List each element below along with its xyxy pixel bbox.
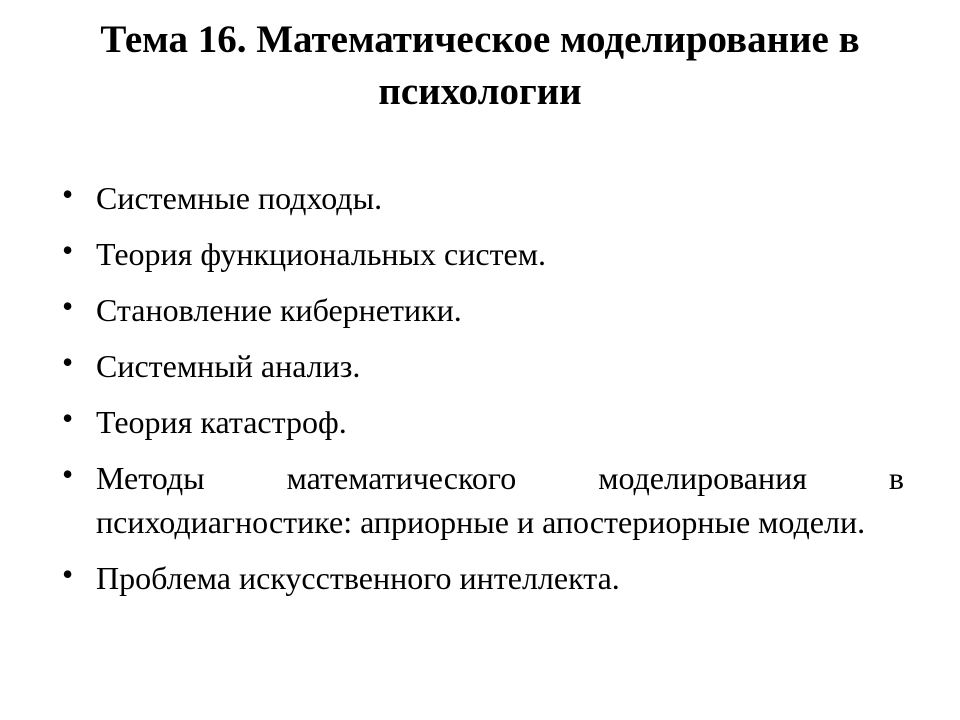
list-item-text: Системные подходы. <box>96 180 383 216</box>
list-item-text: Теория катастроф. <box>96 404 347 440</box>
list-item <box>62 400 904 444</box>
list-item <box>62 288 904 332</box>
list-item <box>62 232 904 276</box>
bullet-dot-icon: • <box>62 344 74 380</box>
bullet-dot-icon: • <box>62 232 74 268</box>
list-item-text: Становление кибернетики. <box>96 292 462 328</box>
list-item-text: Теория функциональных систем. <box>96 236 546 272</box>
list-item <box>62 344 904 388</box>
list-item-text: Методы математического моделирования в психодиагностике: априорные и апостериорные модели. <box>96 460 904 540</box>
list-item <box>62 556 904 600</box>
list-item <box>62 176 904 220</box>
bullet-dot-icon: • <box>62 456 74 492</box>
bullet-dot-icon: • <box>62 556 74 592</box>
bullet-list <box>62 176 904 612</box>
bullet-dot-icon: • <box>62 288 74 324</box>
slide-title: Тема 16. Математическое моделирование в психологии <box>100 18 860 113</box>
bullet-dot-icon: • <box>62 176 74 212</box>
list-item <box>62 456 904 544</box>
list-item-text: Проблема искусственного интеллекта. <box>96 560 620 596</box>
list-item-text: Системный анализ. <box>96 348 361 384</box>
bullet-dot-icon: • <box>62 400 74 436</box>
